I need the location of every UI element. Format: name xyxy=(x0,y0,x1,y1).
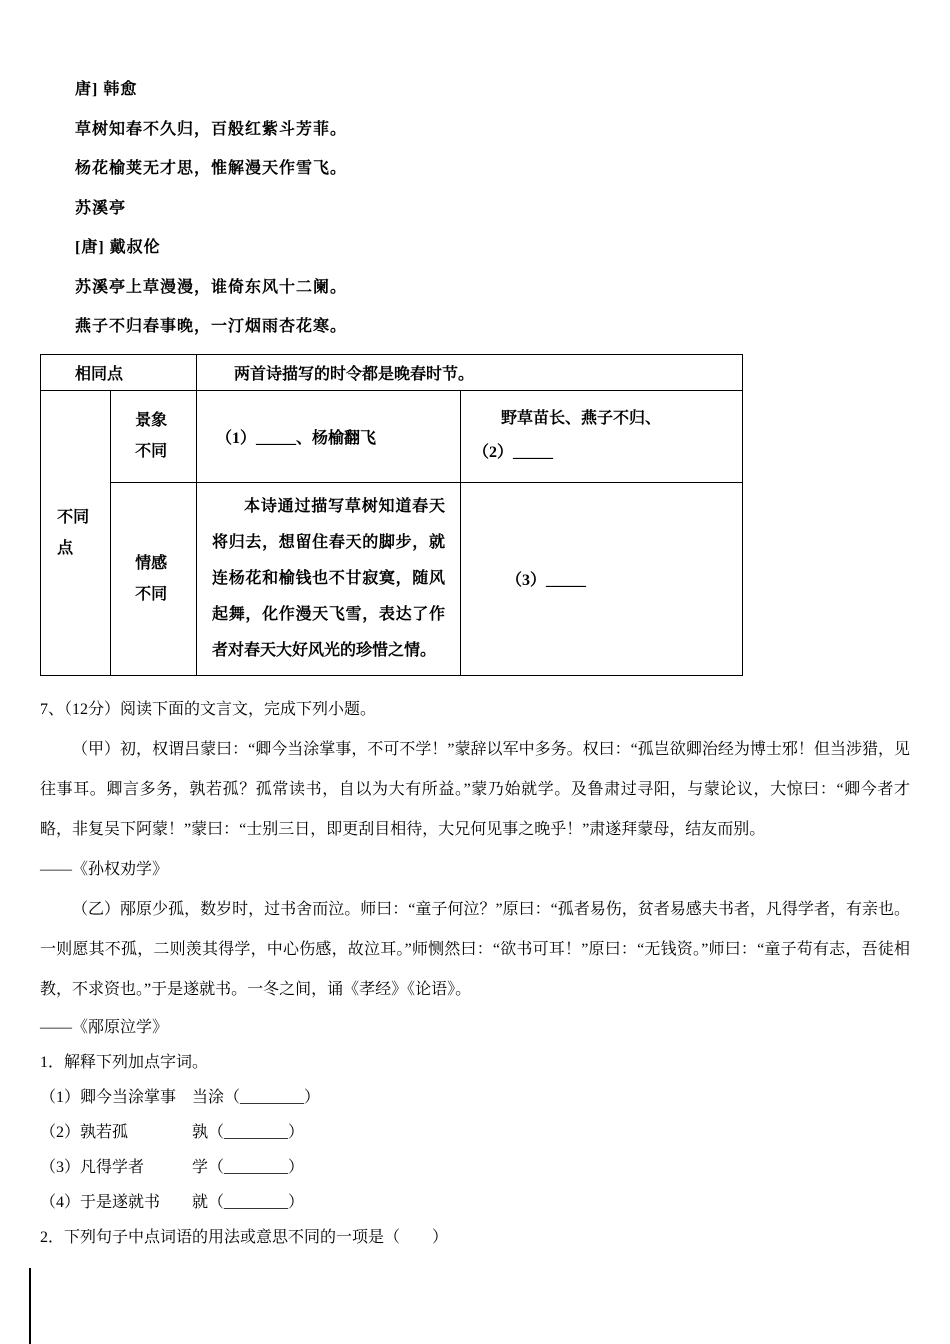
poem-section xyxy=(40,70,910,347)
diff-point-label-text: 不同点 xyxy=(57,508,90,557)
emotion-this-poem xyxy=(197,482,461,675)
sub-question-2: 2．下列句子中点词语的用法或意思不同的一项是（ ） xyxy=(40,1228,449,1246)
blank-item-4: （4）于是遂就书 就（________） xyxy=(40,1193,305,1211)
sub-question-1: 1．解释下列加点字词。 xyxy=(40,1053,209,1071)
poem-line: 苏溪亭上草漫漫，谁倚东风十二阑。 xyxy=(75,278,348,296)
blank-item-3: （3）凡得学者 学（________） xyxy=(40,1158,305,1176)
comparison-table xyxy=(40,354,743,676)
scene-other-blank: （2）_____ xyxy=(473,444,554,461)
scene-other-line1: 野草苗长、燕子不归、 xyxy=(501,410,662,427)
scene-other-poem xyxy=(461,390,743,482)
poem-title-suxiting: 苏溪亭 xyxy=(75,199,127,217)
scene-this-poem-blank: （1）_____、杨榆翻飞 xyxy=(197,390,461,482)
page-edge-line xyxy=(29,1268,31,1344)
diff-point-label xyxy=(41,390,111,675)
source-yi: ——《邴原泣学》 xyxy=(40,1018,169,1036)
emotion-diff-label xyxy=(111,482,197,675)
emotion-diff-label-text: 情感不同 xyxy=(135,554,168,603)
blank-item-2: （2）孰若孤 孰（________） xyxy=(40,1123,305,1141)
question-7: 7、（12分）阅读下面的文言文，完成下列小题。 xyxy=(40,700,377,718)
emotion-other-blank: （3）_____ xyxy=(461,482,743,675)
same-point-content: 两首诗描写的时令都是晚春时节。 xyxy=(197,354,743,390)
source-jia: ——《孙权劝学》 xyxy=(40,860,169,878)
poem-author-hanyu: 唐] 韩愈 xyxy=(75,81,138,98)
poem-line: 杨花榆荚无才思，惟解漫天作雪飞。 xyxy=(75,160,348,177)
poem-author-daishulun: [唐] 戴叔伦 xyxy=(75,239,161,256)
passage-jia: （甲）初，权谓吕蒙曰：“卿今当涂掌事，不可不学！”蒙辞以军中多务。权曰：“孤岂欲卿治经为博士邪！但当涉猎，见往事耳。卿言多务，孰若孤？孤常读书，自以为大有所益。”蒙乃始就学。及鲁肃过寻阳，与蒙论议，大惊曰：“卿今者才略，非复吴下阿蒙！”蒙曰：“士别三日，即更刮目相待，大兄何见事之晚乎！”肃遂拜蒙母，结友而别。 xyxy=(40,740,910,838)
scene-diff-label xyxy=(111,390,197,482)
scene-diff-label-text: 景象不同 xyxy=(135,412,168,460)
poem-line: 草树知春不久归，百般红紫斗芳菲。 xyxy=(75,120,348,138)
emotion-this-poem-text: 本诗通过描写草树知道春天将归去，想留住春天的脚步，就连杨花和榆钱也不甘寂寞，随风起舞，化作漫天飞雪，表达了作者对春天大好风光的珍惜之情。 xyxy=(212,497,446,659)
poem-line: 燕子不归春事晚，一汀烟雨杏花寒。 xyxy=(75,318,348,335)
reading-section xyxy=(40,690,910,1255)
blank-item-1: （1）卿今当涂掌事 当涂（________） xyxy=(40,1088,321,1106)
passage-yi: （乙）邴原少孤，数岁时，过书舍而泣。师曰：“童子何泣？”原曰：“孤者易伤，贫者易感夫书者，凡得学者，有亲也。一则愿其不孤，二则羡其得学，中心伤感，故泣耳。”师恻然曰：“欲书可耳！”原曰：“无钱资。”师曰：“童子苟有志，吾徒相教，不求资也。”于是遂就书。一冬之间，诵《孝经》《论语》。 xyxy=(40,900,910,998)
same-point-label: 相同点 xyxy=(41,354,197,390)
